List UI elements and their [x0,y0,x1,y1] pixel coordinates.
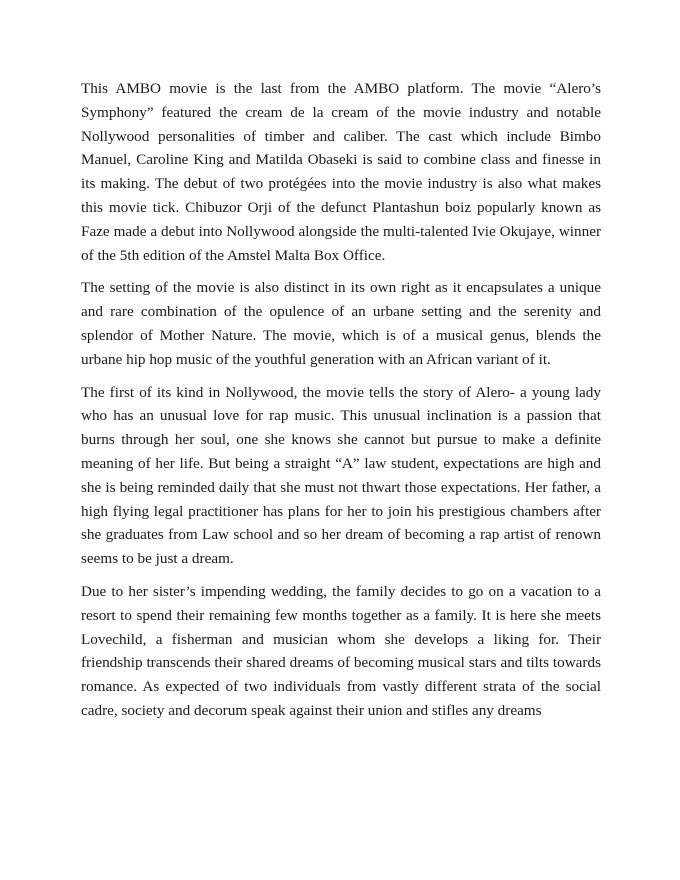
paragraph-vacation: Due to her sister’s impending wedding, the family decides to go on a vacation to a resort to spend their remaining few months together as a family. It is here she meets Lovechild, a fisherman and musician whom she develops a liking for. Their friendship transcends their shared dreams of becoming musical stars and tilts towards romance. As expected of two individuals from vastly different strata of the social cadre, society and decorum speak against their union and stifles any dreams [81,582,601,719]
paragraph-setting: The setting of the movie is also distinct in its own right as it encapsulates a unique and rare combination of the opulence of an urbane setting and the serenity and splendor of Mother Nature. The movie, which is of a musical genus, blends the urbane hip hop music of the youthful generation with an African variant of it. [81,279,601,368]
body-text [81,77,601,732]
paragraph-intro: This AMBO movie is the last from the AMBO platform. The movie “Alero’s Symphony” featured the cream de la cream of the movie industry and notable Nollywood personalities of timber and caliber. The cast which include Bimbo Manuel, Caroline King and Matilda Obaseki is said to combine class and finesse in its making. The debut of two protégées into the movie industry is also what makes this movie tick. Chibuzor Orji of the defunct Plantashun boiz popularly known as Faze made a debut into Nollywood alongside the multi-talented Ivie Okujaye, winner of the 5th edition of the Amstel Malta Box Office. [81,80,601,264]
paragraph-story: The first of its kind in Nollywood, the movie tells the story of Alero- a young lady who has an unusual love for rap music. This unusual inclination is a passion that burns through her soul, one she knows she cannot but pursue to make a definite meaning of her life. But being a straight “A” law student, expectations are high and she is being reminded daily that she must not thwart those expectations. Her father, a high flying legal practitioner has plans for her to join his prestigious chambers after she graduates from Law school and so her dream of becoming a rap artist of renown seems to be just a dream. [81,383,601,568]
